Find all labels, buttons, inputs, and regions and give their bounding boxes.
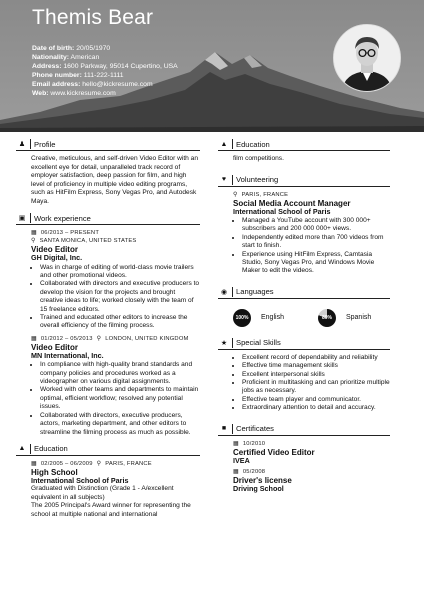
portrait-image [334, 25, 400, 91]
info-row: Email address: hello@kickresume.com [32, 81, 153, 89]
company-name: MN International, Inc. [31, 350, 104, 360]
volunteer-entry [218, 191, 390, 276]
list-item: • In compliance with high-quality brand standards and company policies and procedures worked as a videographer on various digital assignments. [40, 361, 200, 386]
personal-info [32, 44, 178, 99]
list-item: • Extraordinary attention to detail and accuracy. [242, 404, 390, 412]
list-item: • Experience using HitFilm Express, Camtasia Studio, Sony Vegas Pro, and Windows Movie Maker to edit the videos. [242, 251, 390, 276]
job-bullets [31, 361, 200, 437]
certificate-name: Certified Video Editor [233, 447, 315, 457]
company-name: GH Digital, Inc. [31, 253, 83, 262]
location-pin-icon: ⚲ [96, 460, 102, 467]
certificate-entry: ▦ 10/2010 Certified Video Editor IVEA [218, 440, 390, 466]
volunteer-org: International School of Paris [233, 206, 331, 216]
graduation-cap-icon: ▲ [18, 445, 26, 453]
info-row: Nationality: American [32, 54, 100, 62]
volunteering-heading: ♥ Volunteering [218, 174, 390, 187]
heart-icon: ♥ [221, 176, 227, 183]
skills-list [218, 354, 390, 413]
degree: High School [31, 467, 78, 477]
calendar-icon: ▦ [31, 460, 37, 467]
education-meta: ▦ 02/2005 – 06/2009 ⚲ PARIS, FRANCE [31, 460, 152, 467]
certificate-issuer: Driving School [233, 484, 284, 494]
info-row: Date of birth: 20/05/1970 [32, 45, 111, 52]
language-name: Spanish [345, 314, 372, 322]
list-item: • Independently edited more than 700 videos from start to finish. [242, 234, 390, 251]
info-row: Address: 1600 Parkway, 95014 Cupertino, USA [32, 63, 178, 71]
work-heading: ▣ Work experience [16, 212, 200, 225]
profile-text: Creative, meticulous, and self-driven Video Editor with an excellent eye for detail, unparalleled track record of employer satisfaction, deep passion for film, and high level of proficiency in multiple video editing programs, such as HitFilm Express, Sony Vegas Pro, and Autodesk Maya. [31, 155, 199, 205]
list-item: • Excellent interpersonal skills [242, 371, 390, 379]
list-item: • Collaborated with directors, executive producers, actors, marketing department, and other editors to streamline the filming process as much as possible. [40, 412, 200, 437]
location-pin-icon: ⚲ [233, 191, 238, 198]
language-level-badge: 80 % [318, 309, 336, 327]
calendar-icon: ▦ [233, 440, 239, 447]
education-heading: ▲ Education [218, 138, 390, 151]
star-icon: ★ [220, 339, 228, 347]
profile-heading: ♟ Profile [16, 138, 200, 151]
language-item [284, 309, 371, 327]
languages-heading: ◉ Languages [218, 286, 390, 299]
list-item: • Effective time management skills [242, 362, 390, 370]
volunteer-location: ⚲ PARIS, FRANCE [233, 191, 289, 198]
location-pin-icon: ⚲ [31, 238, 36, 244]
education-continued: film competitions. [233, 155, 284, 162]
list-item: • Was in charge of editing of world-class movie trailers and other promotional videos. [40, 264, 200, 281]
school-name: International School of Paris [31, 475, 129, 485]
info-row: Phone number: 111-222-1111 [32, 72, 124, 80]
certificates-heading: ■ Certificates [218, 423, 390, 436]
education-detail: The 2005 Principal's Award winner for representing the school at multiple national and international [31, 502, 191, 518]
graduation-cap-icon: ▲ [220, 140, 228, 148]
calendar-icon: ▦ [31, 230, 37, 236]
header-banner [0, 0, 424, 132]
calendar-icon: ▦ [31, 335, 37, 342]
job-meta: ▦ 06/2013 – PRESENT [31, 230, 100, 236]
job-entry [16, 335, 200, 437]
person-icon: ♟ [18, 141, 26, 148]
candidate-name: Themis Bear [32, 6, 154, 29]
list-item: • Managed a YouTube account with 300 000+ subscribers and 200 000 000+ views. [242, 217, 390, 234]
volunteer-role: Social Media Account Manager [233, 198, 351, 208]
certificate-entry: ▦ 05/2008 Driver's license Driving School [218, 468, 390, 494]
job-title: Video Editor [31, 245, 78, 254]
briefcase-icon: ▣ [18, 215, 26, 222]
language-list [218, 303, 390, 327]
language-name: English [261, 314, 284, 322]
certificate-icon: ■ [221, 425, 227, 433]
job-bullets [31, 264, 200, 331]
education-entry [16, 460, 200, 519]
list-item: • Worked with other teams and departments to maintain optimal, efficient workflow; resolved any potential issues. [40, 386, 200, 411]
education-detail: Graduated with Distinction (Grade 1 - A/excellent equivalent in all subjects) [31, 485, 174, 501]
skills-heading: ★ Special Skills [218, 337, 390, 350]
job-entry [16, 229, 200, 331]
list-item: • Excellent record of dependability and reliability [242, 354, 390, 362]
job-title: Video Editor [31, 342, 78, 352]
certificate-issuer: IVEA [233, 455, 250, 465]
avatar [333, 24, 401, 92]
list-item: • Collaborated with directors and executive producers to develop the vision for the projects and brought creative ideas to life; worked closely with the team of 15 freelance editors. [40, 280, 200, 314]
language-level-badge: 100 % [233, 309, 251, 327]
location-pin-icon: ⚲ [96, 335, 102, 342]
education-heading: ▲ Education [16, 443, 200, 456]
list-item: • Proficient in multitasking and can prioritize multiple jobs as necessary. [242, 379, 390, 396]
list-item: • Effective team player and communicator. [242, 396, 390, 404]
right-column [218, 138, 390, 494]
left-column [16, 138, 200, 519]
job-meta: ▦ 01/2012 – 05/2013 ⚲ LONDON, UNITED KINGDOM [31, 335, 189, 342]
info-row: Web: www.kickresume.com [32, 90, 116, 98]
calendar-icon: ▦ [233, 469, 239, 476]
speech-bubble-icon: ◉ [220, 288, 228, 296]
list-item: • Trained and educated other editors to increase the overall efficiency of the filming process. [40, 314, 200, 331]
language-item [218, 309, 284, 327]
job-location: ⚲ SANTA MONICA, UNITED STATES [31, 238, 137, 244]
certificate-name: Driver's license [233, 476, 292, 486]
volunteer-bullets [233, 217, 390, 276]
